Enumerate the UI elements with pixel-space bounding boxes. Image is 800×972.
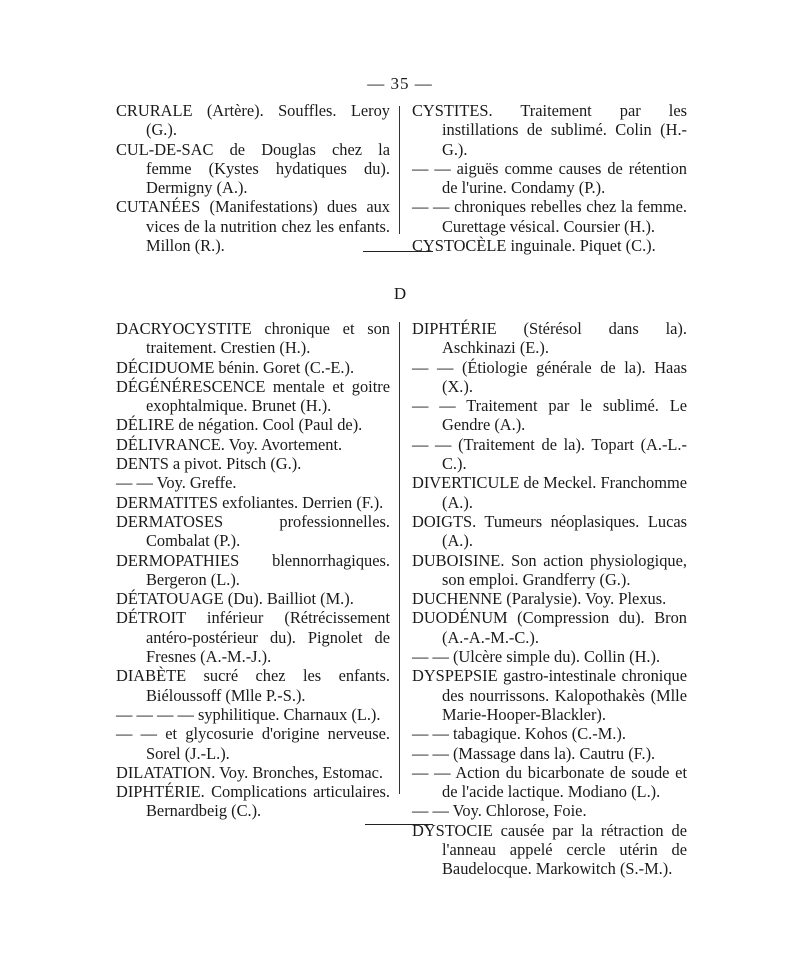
index-entry: DYSPEPSIE gastro-intestinale chronique des nourrissons. Kalopothakès (Mlle Marie-Hooper-Blackler). (412, 666, 687, 724)
index-entry: DERMATITES exfoliantes. Derrien (F.). (116, 492, 384, 512)
index-entry: — — Voy. Greffe. (116, 473, 237, 493)
index-column-d-right (412, 319, 687, 879)
index-entry: DÉCIDUOME bénin. Goret (C.-E.). (116, 357, 355, 377)
section-separator (365, 824, 433, 825)
index-entry: DÉLIRE de négation. Cool (Paul de). (116, 415, 363, 435)
index-entry: CRURALE (Artère). Souffles. Leroy (G.). (116, 101, 390, 140)
index-entry: DUBOISINE. Son action physiologique, son emploi. Grandferry (G.). (412, 550, 687, 589)
section-separator (363, 251, 433, 252)
index-entry: — — et glycosurie d'origine nerveuse. Sorel (J.-L.). (116, 724, 390, 763)
page-number: — 35 — (367, 74, 433, 93)
index-entry: DUCHENNE (Paralysie). Voy. Plexus. (412, 589, 667, 609)
index-entry: — — tabagique. Kohos (C.-M.). (412, 724, 626, 744)
index-entry: — — chroniques rebelles chez la femme. Curettage vésical. Coursier (H.). (412, 197, 687, 236)
index-entry: CUL-DE-SAC de Douglas chez la femme (Kystes hydatiques du). Dermigny (A.). (116, 139, 390, 198)
index-column-d-left (116, 319, 390, 821)
section-letter-heading: D (393, 284, 407, 303)
index-entry: — — (Ulcère simple du). Collin (H.). (412, 647, 661, 667)
index-entry: DERMOPATHIES blennorrhagiques. Bergeron (L.). (116, 550, 390, 589)
index-entry: DENTS a pivot. Pitsch (G.). (116, 454, 302, 474)
index-entry: — — (Massage dans la). Cautru (F.). (412, 743, 656, 763)
index-entry: — — aiguës comme causes de rétention de l'urine. Condamy (P.). (412, 158, 687, 198)
index-entry: DYSTOCIE causée par la rétraction de l'anneau appelé cercle utérin de Baudelocque. Markowitch (S.-M.). (412, 820, 687, 879)
index-entry: DIVERTICULE de Meckel. Franchomme (A.). (412, 473, 687, 512)
column-divider (399, 322, 400, 794)
index-entry: CUTANÉES (Manifestations) dues aux vices de la nutrition chez les enfants. Millon (R.). (116, 197, 390, 256)
index-entry: — — (Étiologie générale de la). Haas (X.). (412, 357, 687, 396)
index-entry: — — — — syphilitique. Charnaux (L.). (116, 704, 381, 724)
index-entry: DERMATOSES professionnelles. Combalat (P.). (116, 511, 390, 551)
column-divider (399, 106, 400, 234)
index-entry: DOIGTS. Tumeurs néoplasiques. Lucas (A.). (412, 511, 687, 551)
index-entry: — — Traitement par le sublimé. Le Gendre (A.). (412, 396, 687, 435)
index-entry: DÉGÉNÉRESCENCE mentale et goitre exophtalmique. Brunet (H.). (116, 376, 390, 416)
index-column-c-right (412, 101, 687, 255)
index-entry: DIPHTÉRIE (Stérésol dans la). Aschkinazi (E.). (412, 319, 687, 358)
index-entry: — — Action du bicarbonate de soude et de l'acide lactique. Modiano (L.). (412, 762, 687, 802)
index-entry: DÉTROIT inférieur (Rétrécissement antéro-postérieur du). Pignolet de Fresnes (A.-M.-J.). (116, 608, 390, 667)
index-entry: CYSTOCÈLE inguinale. Piquet (C.). (412, 236, 656, 256)
index-entry: DACRYOCYSTITE chronique et son traitement. Crestien (H.). (116, 319, 390, 358)
index-column-c-left (116, 101, 390, 255)
index-entry: CYSTITES. Traitement par les instillations de sublimé. Colin (H.-G.). (412, 101, 687, 159)
index-entry: DILATATION. Voy. Bronches, Estomac. (116, 762, 383, 782)
index-entry: DUODÉNUM (Compression du). Bron (A.-A.-M.-C.). (412, 608, 687, 647)
index-entry: — — Voy. Chlorose, Foie. (412, 801, 587, 821)
index-entry: — — (Traitement de la). Topart (A.-L.-C.). (412, 434, 687, 474)
index-entry: DIPHTÉRIE. Complications articulaires. Bernardbeig (C.). (116, 782, 390, 821)
index-entry: DIABÈTE sucré chez les enfants. Biéloussoff (Mlle P.-S.). (116, 666, 390, 705)
index-entry: DÉTATOUAGE (Du). Bailliot (M.). (116, 589, 354, 609)
index-entry: DÉLIVRANCE. Voy. Avortement. (116, 434, 343, 454)
